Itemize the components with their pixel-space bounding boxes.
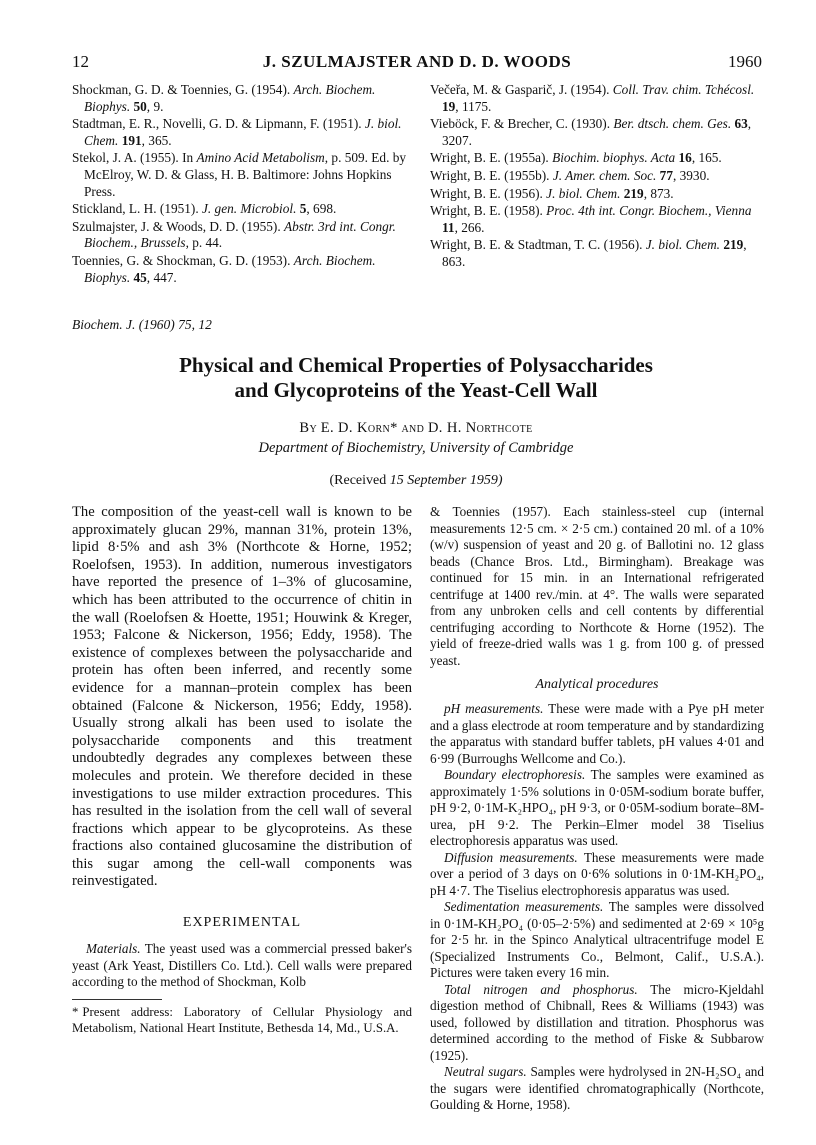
procedure-lead: pH measurements. [444, 701, 544, 716]
reference-entry [430, 168, 766, 185]
reference-journal: Proc. 4th int. Congr. Biochem., Vienna [546, 203, 752, 219]
procedure-lead: Sedimentation measurements. [444, 899, 604, 914]
procedure-lead: Boundary electrophoresis. [444, 767, 586, 782]
received-date [100, 473, 732, 489]
reference-journal: Arch. Biochem. Biophys. [84, 82, 376, 114]
reference-entry [430, 82, 766, 115]
procedure-text: The samples were dissolved in 0·1M-KH₂PO₄ (0·05–2·5%) and sedimented at 2·69 × 10⁵g for 2·5 hr. in the Spinco Analytical ultracentrifuge model E (Specialized Instruments Co., Belmont, Calif., U.S.A.). Pictures were taken every 16 min. [430, 899, 764, 980]
reference-pages: , 165. [691, 150, 722, 166]
reference-authors: Stickland, L. H. (1951). [72, 201, 202, 217]
byline-prefix: By [299, 420, 318, 436]
reference-volume: 219 [723, 237, 744, 253]
reference-pages: , 266. [454, 219, 485, 235]
reference-journal: Arch. Biochem. Biophys. [84, 252, 376, 285]
reference-authors: Wright, B. E. (1955b). [430, 167, 553, 183]
received-label: (Received [329, 473, 387, 488]
reference-pages: , p. 44. [185, 235, 223, 251]
article-title [100, 353, 732, 403]
materials-text: The yeast used was a commercial pressed baker's yeast (Ark Yeast, Distillers Co. Ltd.). Cell walls were prepared according to the method of Shockman, Kolb [72, 941, 412, 990]
author-2: D. H. Northcote [427, 420, 533, 436]
procedures-list [430, 701, 764, 1114]
reference-authors: Stekol, J. A. (1955). In [72, 150, 197, 166]
reference-authors: Vieböck, F. & Brecher, C. (1930). [430, 116, 614, 132]
reference-entry [430, 116, 766, 149]
reference-authors: Shockman, G. D. & Toennies, G. (1954). [72, 82, 294, 97]
reference-volume: 191 [121, 132, 142, 148]
running-head-authors: J. SZULMAJSTER AND D. D. WOODS [262, 52, 572, 71]
reference-authors: Wright, B. E. (1956). [430, 185, 547, 201]
reference-volume: 77 [659, 167, 673, 183]
reference-authors: Szulmajster, J. & Woods, D. D. (1955). [72, 218, 284, 234]
reference-entry [72, 219, 412, 252]
reference-pages: , 3207. [442, 116, 752, 148]
reference-journal: J. Amer. chem. Soc. [552, 167, 657, 183]
procedure-lead: Diffusion measurements. [444, 849, 578, 865]
reference-volume: 19 [442, 98, 456, 114]
reference-pages: , 1175. [455, 98, 492, 114]
reference-volume: 50 [133, 98, 147, 114]
procedure-text: These measurements were made over a period of 3 days on 0·6% solutions in 0·1M-KH₂PO₄, pH 4·7. The Tiselius electrophoresis apparatus was used. [430, 849, 764, 898]
page-number: 12 [72, 52, 89, 71]
experimental-heading: EXPERIMENTAL [182, 915, 302, 931]
author-1: E. D. Korn* [320, 420, 398, 436]
title-line-1: Physical and Chemical Properties of Polysaccharides [179, 353, 653, 377]
reference-authors: Toennies, G. & Shockman, G. D. (1953). [72, 252, 294, 268]
reference-journal: Ber. dtsch. chem. Ges. [613, 116, 732, 132]
reference-entry [72, 82, 412, 115]
reference-authors: Wright, B. E. (1958). [430, 203, 547, 219]
body-left-column [72, 504, 412, 991]
reference-authors: Stadtman, E. R., Novelli, G. D. & Lipmann, F. (1951). [72, 116, 365, 132]
reference-journal: J. gen. Microbiol. [202, 201, 297, 217]
reference-entry [430, 186, 766, 203]
reference-pages: , 873. [643, 185, 674, 201]
procedure-text: Samples were hydrolysed in 2N-H₂SO₄ and the sugars were identified chromatographically (Northcote, Goulding & Horne, 1958). [430, 1064, 764, 1112]
footnote-marker: * [72, 1005, 79, 1019]
intro-paragraph: The composition of the yeast-cell wall is known to be approximately glucan 29%, mannan 31%, protein 13%, lipid 8·5% and ash 3% (Northcote & Horne, 1952; Roelofsen, 1953). In addition, numerous investigators have reported the presence of 1–3% of glucosamine, which has been attributed to the occurrence of chitin in the wall (Roelofsen & Hoette, 1951; Houwink & Kreger, 1953; Falcone & Nickerson, 1956; Eddy, 1958). The existence of complexes between the polysaccharide and protein has often been inferred, and recently some evidence for a mannan–protein complex has been obtained (Falcone & Nickerson, 1956; Eddy, 1958). Usually strong alkali has been used to isolate the polysaccharide components and this treatment undoubtedly degrades any complexes between these molecules and protein. We therefore decided in these investigations to use milder extraction procedures. This has resulted in the isolation from the cell wall of several fractions which appear to be glycoproteins. As these fractions also contained glucosamine the distribution of this sugar among the cell-wall components was reinvestigated. [72, 504, 412, 890]
byline-and: and [401, 420, 425, 436]
procedure-paragraph [430, 899, 764, 982]
reference-entry [430, 237, 766, 270]
reference-volume: 16 [678, 150, 692, 166]
reference-pages: , p. 509. Ed. by McElroy, W. D. & Glass, H. B. Baltimore: Johns Hopkins Press. [84, 150, 407, 199]
reference-journal: Amino Acid Metabolism [196, 150, 325, 166]
reference-pages: , 9. [146, 98, 164, 114]
reference-pages: , 447. [146, 269, 177, 285]
reference-journal: Biochim. biophys. Acta [552, 150, 676, 166]
reference-entry [430, 203, 766, 236]
procedure-text: The micro-Kjeldahl digestion method of Chibnall, Rees & Williams (1943) was used, followed by distillation and titration. Phosphorus was determined according to the method of Fiske & Subbarow (1925). [430, 981, 765, 1063]
footnote-text: Present address: Laboratory of Cellular Physiology and Metabolism, National Heart Institute, Bethesda 14, Md., U.S.A. [72, 1005, 412, 1035]
running-head-year: 1960 [728, 52, 762, 71]
procedure-paragraph [430, 982, 764, 1065]
reference-entry [72, 150, 412, 200]
procedure-paragraph [430, 1064, 764, 1114]
department: Department of Biochemistry, University of Cambridge [258, 440, 574, 456]
references-left-column [72, 82, 412, 287]
body-right-column [430, 504, 764, 1114]
procedure-lead: Total nitrogen and phosphorus. [444, 981, 638, 997]
reference-volume: 11 [442, 219, 455, 235]
reference-journal: J. biol. Chem. [546, 185, 621, 201]
reference-authors: Wright, B. E. & Stadtman, T. C. (1956). [430, 237, 646, 253]
reference-pages: , 365. [141, 132, 172, 148]
reference-volume: 219 [623, 185, 644, 201]
procedure-text: These were made with a Pye pH meter and a glass electrode at room temperature and by standardizing the apparatus with standard buffer tablets, pH values 4·01 and 6·99 (Burroughs Wellcome and Co.). [430, 701, 764, 766]
materials-lead: Materials. [86, 941, 141, 957]
reference-volume: 63 [734, 116, 748, 132]
reference-authors: Večeřa, M. & Gasparič, J. (1954). [430, 82, 613, 97]
received-value: 15 September 1959) [389, 473, 503, 488]
title-line-2: and Glycoproteins of the Yeast-Cell Wall [234, 378, 598, 402]
procedure-paragraph [430, 701, 764, 767]
procedure-text: The samples were examined as approximately 1·5% solutions in 0·05M-sodium borate buffer, pH 9·2, 0·1M-K₂HPO₄, pH 9·3, or 0·05M-sodium borate–8M-urea, pH 9·2. The Perkin–Elmer model 38 Tiselius electrophoresis apparatus was used. [430, 767, 764, 848]
procedure-paragraph [430, 850, 764, 900]
procedure-paragraph [430, 767, 764, 850]
reference-pages: , 698. [306, 201, 337, 217]
reference-journal: J. biol. Chem. [645, 237, 721, 253]
running-head [72, 52, 762, 76]
reference-entry [72, 116, 412, 149]
references-right-column [430, 82, 766, 272]
footnote [72, 1004, 412, 1036]
reference-volume: 45 [133, 269, 147, 285]
materials-paragraph [72, 941, 412, 991]
analytical-procedures-heading: Analytical procedures [535, 677, 659, 692]
reference-authors: Wright, B. E. (1955a). [430, 150, 553, 166]
reference-pages: , 863. [442, 237, 747, 269]
reference-entry [430, 150, 766, 167]
reference-pages: , 3930. [672, 167, 710, 183]
reference-volume: 5 [299, 201, 307, 217]
journal-citation: Biochem. J. (1960) 75, 12 [72, 317, 212, 332]
materials-continued: & Toennies (1957). Each stainless-steel cup (internal measurements 12·5 cm. × 2·5 cm.) contained 20 ml. of a 10% (w/v) suspension of yeast and 20 g. of Ballotini no. 12 glass beads (Chance Bros. Ltd., Birmingham). Breakage was continued for 15 min. in an International refrigerated centrifuge at 1400 rev./min. at 4°. The walls were separated from any unbroken cells and cell contents by differential centrifuging according to Northcote & Horne (1952). The yield of freeze-dried walls was 1 g. from 100 g. of pressed yeast. [430, 504, 764, 668]
reference-journal: J. biol. Chem. [84, 116, 402, 148]
byline [100, 420, 732, 437]
reference-entry [72, 201, 412, 218]
footnote-rule [72, 999, 162, 1000]
procedure-lead: Neutral sugars. [444, 1064, 527, 1079]
reference-entry [72, 253, 412, 286]
reference-journal: Abstr. 3rd int. Congr. Biochem., Brussels [84, 218, 396, 251]
reference-journal: Coll. Trav. chim. Tchécosl. [612, 82, 755, 97]
